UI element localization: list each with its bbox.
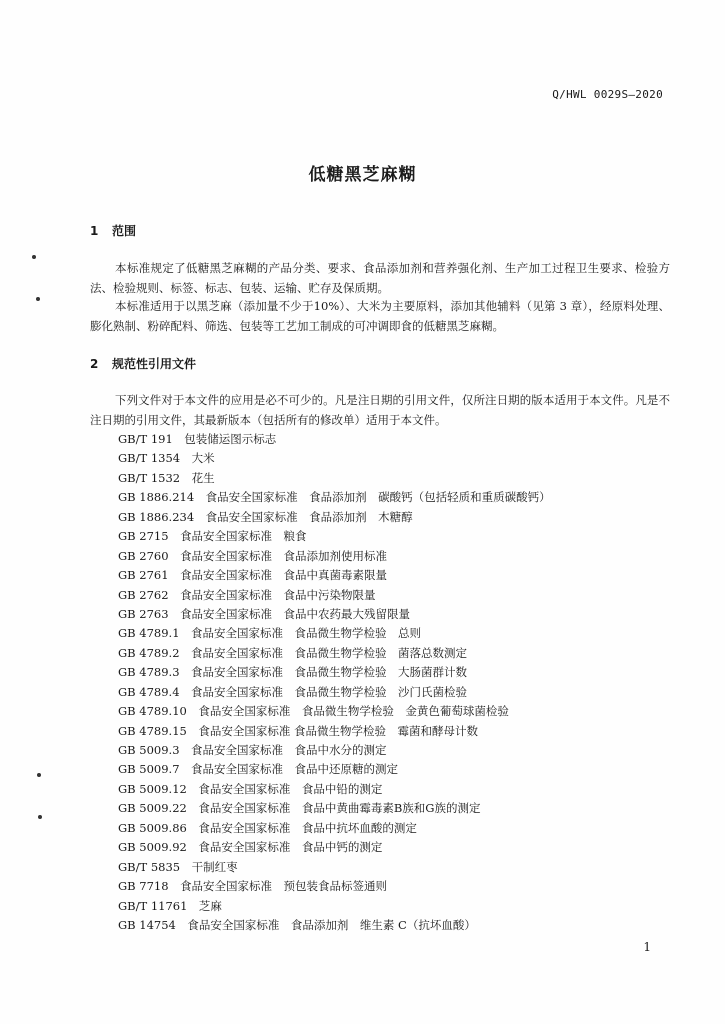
reference-item bbox=[118, 449, 551, 468]
reference-item bbox=[118, 858, 551, 877]
scan-dot bbox=[37, 773, 41, 777]
reference-name: 食品安全国家标准 预包装食品标签通则 bbox=[180, 879, 388, 894]
page-number: 1 bbox=[643, 940, 651, 954]
reference-name: 食品安全国家标准 食品中污染物限量 bbox=[180, 587, 376, 602]
scan-dot bbox=[36, 297, 40, 301]
reference-name: 食品安全国家标准 食品添加剂 碳酸钙（包括轻质和重质碳酸钙） bbox=[205, 490, 551, 505]
reference-item bbox=[118, 819, 551, 838]
reference-name: 食品安全国家标准 食品中抗坏血酸的测定 bbox=[198, 820, 417, 835]
section-2-intro: 下列文件对于本文件的应用是必不可少的。凡是注日期的引用文件，仅所注日期的版本适用于本文件。凡是不注日期的引用文件，其最新版本（包括所有的修改单）适用于本文件。 bbox=[90, 393, 670, 427]
reference-code: GB 5009.92 bbox=[118, 840, 187, 855]
reference-name: 食品安全国家标准 食品微生物学检验 大肠菌群计数 bbox=[191, 665, 468, 680]
reference-code: GB 4789.3 bbox=[118, 665, 180, 680]
reference-code: GB 2715 bbox=[118, 529, 169, 544]
reference-name: 食品安全国家标准 食品中铅的测定 bbox=[198, 781, 383, 796]
reference-name: 食品安全国家标准 食品微生物学检验 霉菌和酵母计数 bbox=[198, 723, 479, 738]
reference-item bbox=[118, 916, 551, 935]
reference-code: GB 4789.10 bbox=[118, 704, 187, 719]
section-2-number: 2 bbox=[90, 357, 99, 371]
reference-code: GB 2762 bbox=[118, 587, 169, 602]
reference-item bbox=[118, 663, 551, 682]
reference-name: 食品安全国家标准 食品微生物学检验 总则 bbox=[191, 626, 422, 641]
reference-code: GB 4789.1 bbox=[118, 626, 180, 641]
reference-item bbox=[118, 722, 551, 741]
reference-item bbox=[118, 644, 551, 663]
reference-code: GB/T 1532 bbox=[118, 470, 181, 485]
reference-code: GB 5009.22 bbox=[118, 801, 187, 816]
standard-code: Q/HWL 0029S—2020 bbox=[552, 88, 663, 101]
reference-item bbox=[118, 741, 551, 760]
reference-code: GB 1886.234 bbox=[118, 509, 195, 524]
reference-code: GB 4789.2 bbox=[118, 645, 180, 660]
reference-name: 食品安全国家标准 食品中钙的测定 bbox=[198, 840, 383, 855]
scan-dot bbox=[38, 815, 42, 819]
reference-code: GB 2761 bbox=[118, 568, 169, 583]
reference-code: GB 4789.15 bbox=[118, 723, 187, 738]
reference-item bbox=[118, 877, 551, 896]
reference-item bbox=[118, 469, 551, 488]
reference-code: GB/T 1354 bbox=[118, 451, 181, 466]
reference-item bbox=[118, 799, 551, 818]
reference-code: GB 4789.4 bbox=[118, 684, 180, 699]
scan-dot bbox=[32, 255, 36, 259]
reference-name: 食品安全国家标准 食品添加剂使用标准 bbox=[180, 548, 388, 563]
section-1-number: 1 bbox=[90, 224, 99, 238]
section-2-heading bbox=[90, 355, 196, 372]
reference-item bbox=[118, 760, 551, 779]
reference-item bbox=[118, 547, 551, 566]
reference-code: GB/T 191 bbox=[118, 432, 173, 446]
reference-item bbox=[118, 605, 551, 624]
reference-item bbox=[118, 586, 551, 605]
reference-name: 包装储运图示标志 bbox=[184, 432, 277, 446]
reference-code: GB 5009.86 bbox=[118, 820, 187, 835]
reference-item bbox=[118, 508, 551, 527]
reference-name: 花生 bbox=[191, 470, 215, 485]
reference-code: GB 5009.12 bbox=[118, 781, 187, 796]
section-1-title: 范围 bbox=[112, 224, 137, 238]
reference-name: 食品安全国家标准 食品中真菌毒素限量 bbox=[180, 568, 388, 583]
reference-name: 芝麻 bbox=[198, 898, 222, 913]
reference-name: 食品安全国家标准 食品中农药最大残留限量 bbox=[180, 606, 411, 621]
reference-name: 食品安全国家标准 食品中水分的测定 bbox=[191, 743, 387, 757]
reference-code: GB/T 11761 bbox=[118, 898, 188, 913]
reference-code: GB 2763 bbox=[118, 606, 169, 621]
reference-name: 干制红枣 bbox=[191, 859, 238, 874]
reference-name: 大米 bbox=[191, 451, 215, 466]
reference-item bbox=[118, 702, 551, 721]
reference-name: 食品安全国家标准 食品添加剂 木糖醇 bbox=[205, 509, 413, 524]
document-title: 低糖黑芝麻糊 bbox=[308, 165, 417, 185]
reference-list bbox=[118, 430, 551, 935]
reference-item bbox=[118, 897, 551, 916]
reference-code: GB 2760 bbox=[118, 548, 169, 563]
reference-name: 食品安全国家标准 食品中黄曲霉毒素B族和G族的测定 bbox=[198, 801, 481, 816]
reference-name: 食品安全国家标准 食品微生物学检验 菌落总数测定 bbox=[191, 645, 468, 660]
section-1-heading bbox=[90, 222, 136, 239]
reference-code: GB 1886.214 bbox=[118, 490, 195, 505]
section-2-title: 规范性引用文件 bbox=[112, 357, 197, 371]
reference-item bbox=[118, 566, 551, 585]
reference-code: GB/T 5835 bbox=[118, 859, 181, 874]
reference-item bbox=[118, 683, 551, 702]
section-1-paragraph-2: 本标准适用于以黑芝麻（添加量不少于10%）、大米为主要原料，添加其他辅料（见第 3 章），经原料处理、膨化熟制、粉碎配料、筛选、包装等工艺加工制成的可冲调即食的低糖黑芝麻糊。 bbox=[90, 299, 670, 333]
reference-name: 食品安全国家标准 食品微生物学检验 金黄色葡萄球菌检验 bbox=[198, 704, 509, 719]
reference-name: 食品安全国家标准 食品微生物学检验 沙门氏菌检验 bbox=[191, 684, 468, 699]
reference-item bbox=[118, 527, 551, 546]
reference-item bbox=[118, 624, 551, 643]
reference-name: 食品安全国家标准 食品添加剂 维生素 C（抗坏血酸） bbox=[187, 917, 476, 932]
section-1-paragraph-1: 本标准规定了低糖黑芝麻糊的产品分类、要求、食品添加剂和营养强化剂、生产加工过程卫生要求、检验方法、检验规则、标签、标志、包装、运输、贮存及保质期。 bbox=[90, 261, 670, 295]
reference-name: 食品安全国家标准 食品中还原糖的测定 bbox=[191, 762, 399, 777]
reference-code: GB 7718 bbox=[118, 879, 169, 894]
reference-name: 食品安全国家标准 粮食 bbox=[180, 529, 307, 544]
reference-item bbox=[118, 488, 551, 507]
reference-code: GB 5009.7 bbox=[118, 762, 180, 777]
reference-code: GB 5009.3 bbox=[118, 743, 180, 757]
reference-code: GB 14754 bbox=[118, 917, 176, 932]
reference-item bbox=[118, 430, 551, 449]
reference-item bbox=[118, 838, 551, 857]
reference-item bbox=[118, 780, 551, 799]
